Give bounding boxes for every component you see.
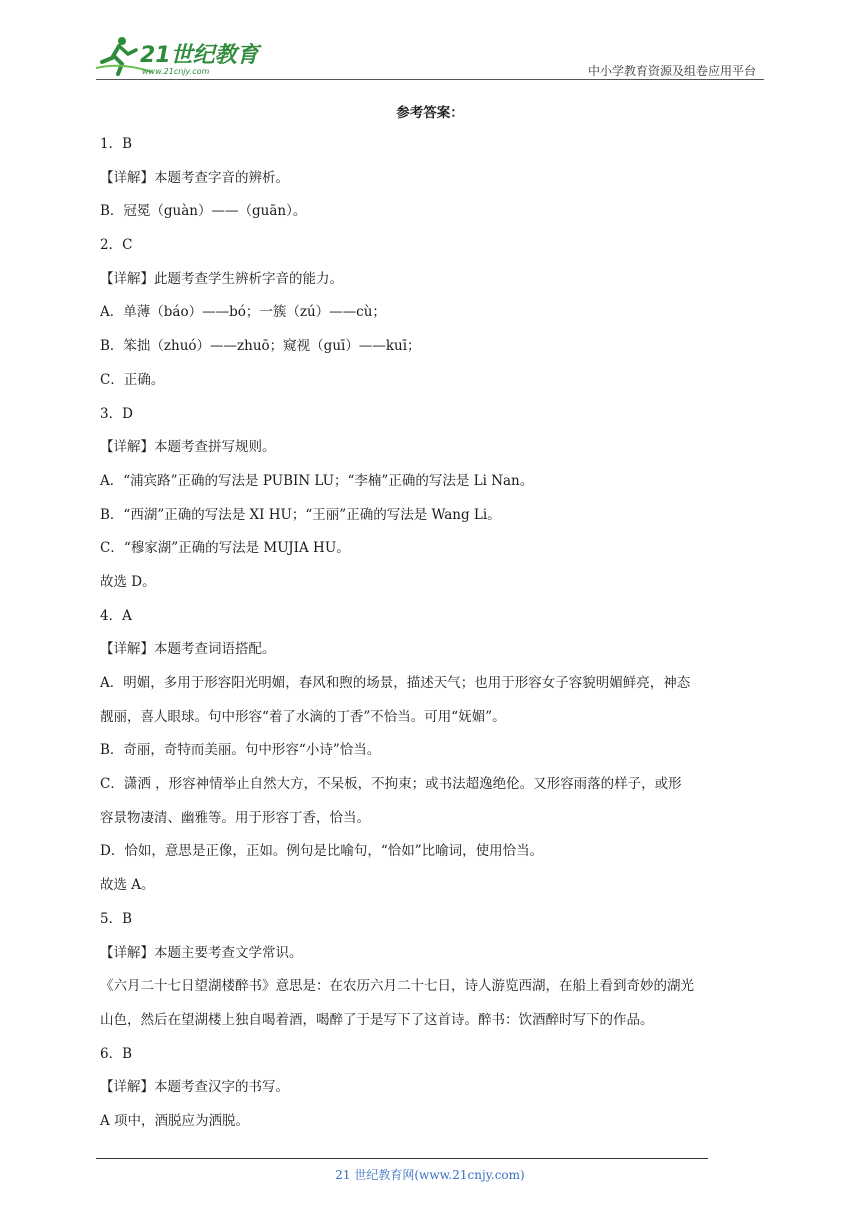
answer-line: 1．B — [100, 136, 133, 152]
answer-line: B．笨拙（zhuó）——zhuō；窥视（guī）——kuī； — [100, 338, 421, 355]
answer-line: A．“浦宾路”正确的写法是 PUBIN LU；“李楠”正确的写法是 Li Nan。 — [100, 472, 534, 489]
answer-line: 6．B — [100, 1045, 133, 1062]
answer-line: 【详解】本题考查拼写规则。 — [100, 439, 276, 456]
answer-line: C．潇洒 ，形容神情举止自然大方，不呆板，不拘束；或书法超逸绝伦。又形容雨落的样子，或形 — [100, 776, 682, 793]
answer-line: B．“西湖”正确的写法是 XI HU；“王丽”正确的写法是 Wang Li。 — [100, 506, 501, 523]
answer-line: 山色，然后在望湖楼上独自喝着酒，喝醉了于是写下了这首诗。醉书：饮酒醉时写下的作品。 — [100, 1011, 654, 1028]
answer-line: 故选 A。 — [100, 877, 155, 894]
answer-line: B．冠冕（guàn）——（guān）。 — [100, 203, 307, 220]
answer-line: C．“穆家湖”正确的写法是 MUJIA HU。 — [100, 540, 350, 557]
answer-line: 【详解】此题考查学生辨析字音的能力。 — [100, 270, 343, 287]
footer-link[interactable]: 21 世纪教育网(www.21cnjy.com) — [335, 1168, 525, 1182]
answer-line: 【详解】本题考查词语搭配。 — [100, 641, 276, 658]
answer-line: 【详解】本题考查字音的辨析。 — [100, 169, 289, 186]
answer-line: 【详解】本题考查汉字的书写。 — [100, 1079, 289, 1096]
logo-text: 21世纪教育 — [140, 43, 259, 68]
answer-line: 靓丽，喜人眼球。句中形容“着了水滴的丁香”不恰当。可用“妩媚”。 — [100, 708, 506, 725]
page-header — [0, 0, 860, 80]
answer-line: A．单薄（báo）——bó；一簇（zú）——cù； — [100, 304, 386, 321]
answer-line: 3．D — [100, 405, 133, 422]
answer-line: 2．C — [100, 237, 133, 254]
answer-line: A．明媚，多用于形容阳光明媚，春风和煦的场景，描述天气；也用于形容女子容貌明媚鲜亮，神态 — [100, 675, 691, 691]
answer-line: B．奇丽，奇特而美丽。句中形容“小诗”恰当。 — [100, 742, 381, 759]
answer-line: 容景物凄清、幽雅等。用于形容丁香，恰当。 — [100, 809, 370, 826]
page-title: 参考答案： — [396, 105, 464, 121]
header-divider — [96, 79, 764, 80]
answer-content — [100, 128, 764, 1139]
answer-line: 5．B — [100, 910, 133, 927]
answer-line: D．恰如，意思是正像，正如。例句是比喻句，“恰如”比喻词，使用恰当。 — [100, 843, 544, 860]
platform-name: 中小学教育资源及组卷应用平台 — [587, 64, 756, 78]
answer-line: C．正确。 — [100, 371, 165, 388]
answer-line: 故选 D。 — [100, 573, 156, 590]
answer-line: A 项中，酒脱应为洒脱。 — [100, 1112, 250, 1129]
logo-url: www.21cnjy.com — [142, 67, 210, 76]
site-logo — [92, 32, 262, 78]
answer-line: 《六月二十七日望湖楼醉书》意思是：在农历六月二十七日，诗人游览西湖，在船上看到奇妙的湖光 — [100, 978, 694, 995]
answer-line: 【详解】本题主要考查文学常识。 — [100, 944, 303, 961]
answer-line: 4．A — [100, 607, 132, 624]
footer-divider — [96, 1158, 708, 1159]
